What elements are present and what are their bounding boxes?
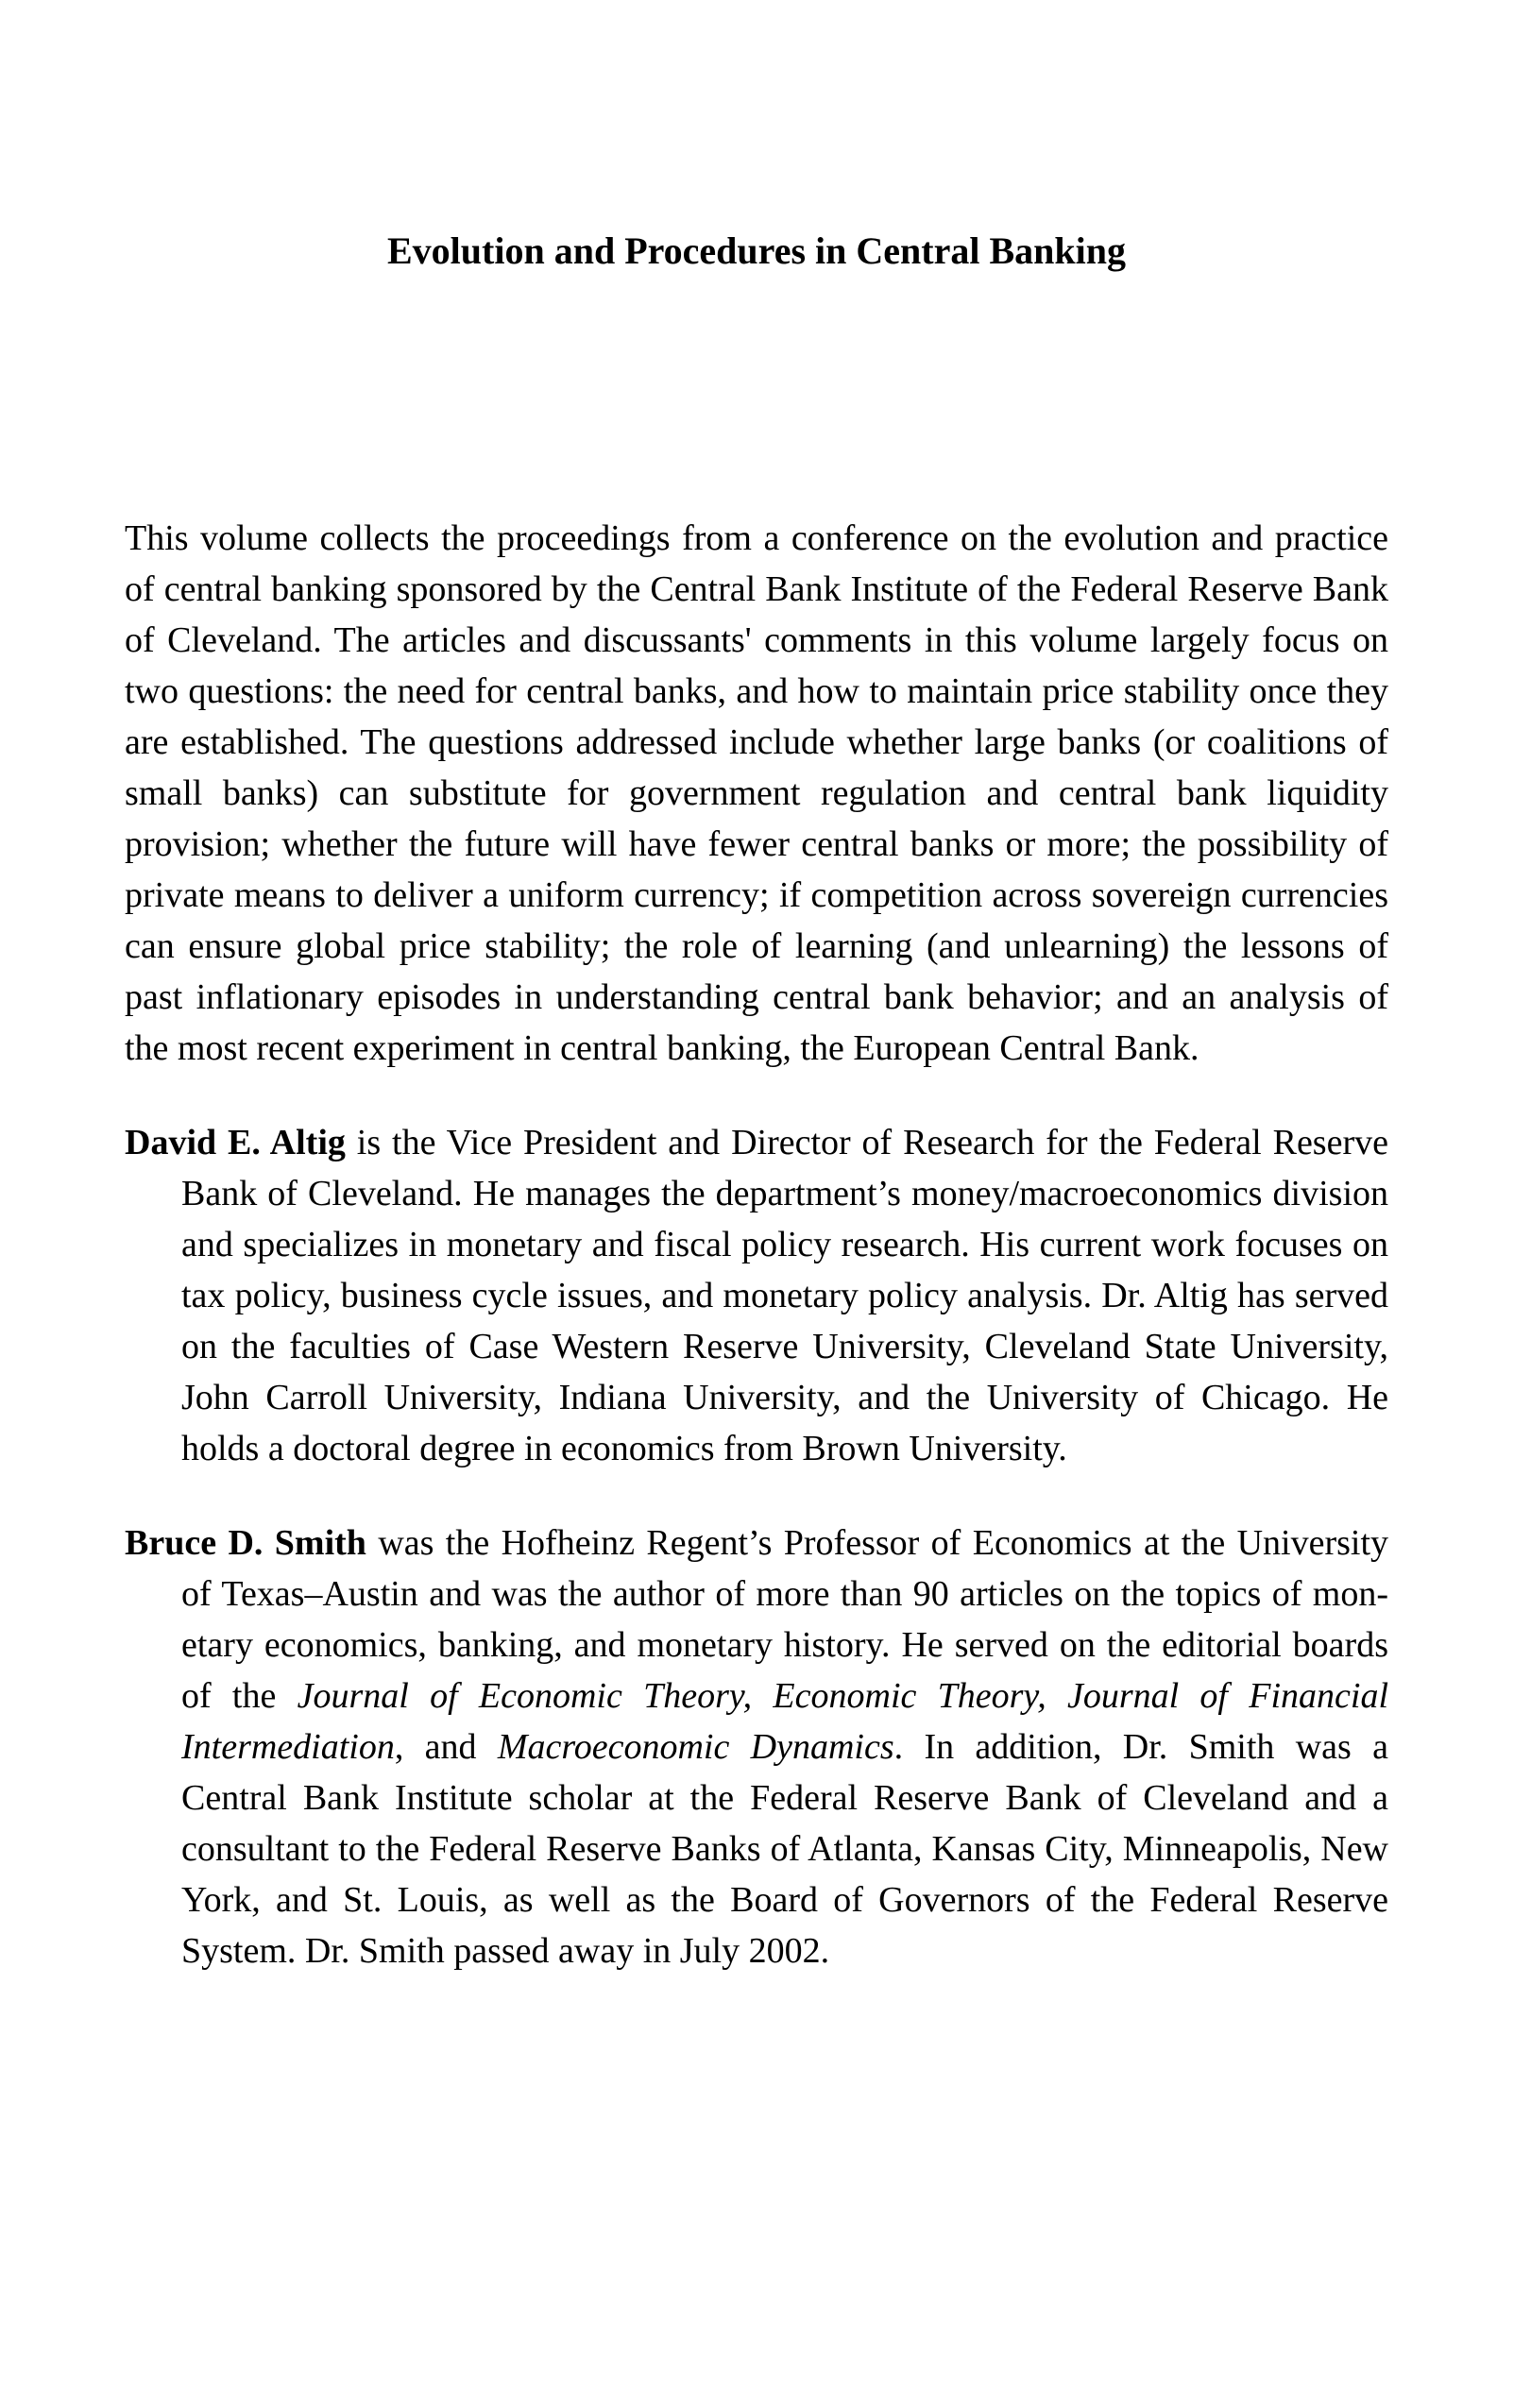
document-body <box>125 513 1388 2020</box>
bio-david-altig <box>125 1117 1388 1474</box>
bio-text: is the Vice President and Director of Research for the Federal Reserve Bank of Cleveland. He manages the department’s money/macroeconomics division and specializes in monetary and fiscal policy research. His current work focuses on tax policy, business cycle issues, and monetary policy analysis. Dr. Altig has served on the faculties of Case Western Reserve University, Cleveland State University, John Carroll University, Indiana University, and the University of Chicago. He holds a doctoral degree in economics from Brown University. <box>181 1123 1388 1468</box>
bio-text: , and <box>394 1727 498 1767</box>
bio-bruce-smith <box>125 1518 1388 1976</box>
bio-name: Bruce D. Smith <box>125 1523 366 1563</box>
journal-titles: Journal of Economic Theory, Economic Theory, Journal of Financial Intermediation <box>181 1676 1389 1767</box>
bio-text: . In addition, Dr. Smith was a Central Bank Institute scholar at the Federal Reserve Bank of Cleveland and a consultant to the Federal Reserve Banks of Atlanta, Kansas City, Minneapolis, New York, and St. Louis, as well as the Board of Governors of the Federal Reserve System. Dr. Smith passed away in July 2002. <box>181 1727 1388 1971</box>
bio-text: was the Hofheinz Regent’s Professor of Economics at the University of Texas–Austin and was the author of more than 90 articles on the topics of monetary economics, banking, and monetary history. He served on the editorial boards of the <box>181 1523 1389 1716</box>
bio-name: David E. Altig <box>125 1123 346 1162</box>
page-title: Evolution and Procedures in Central Banking <box>387 229 1126 272</box>
volume-description: This volume collects the proceedings from a conference on the evolution and practice of central banking sponsored by the Central Bank Institute of the Federal Reserve Bank of Cleveland. The articles and discussants' comments in this volume largely focus on two questions: the need for central banks, and how to maintain price stability once they are established. The questions addressed include whether large banks (or coalitions of small banks) can substitute for government regulation and central bank liquidity provision; whether the future will have fewer central banks or more; the possibility of private means to deliver a uniform currency; if competition across sovereign currencies can ensure global price stability; the role of learning (and unlearning) the lessons of past inflationary episodes in understanding central bank behavior; and an analysis of the most recent experiment in central banking, the European Central Bank. <box>125 518 1388 1068</box>
journal-title: Macroeconomic Dynamics <box>497 1727 894 1767</box>
